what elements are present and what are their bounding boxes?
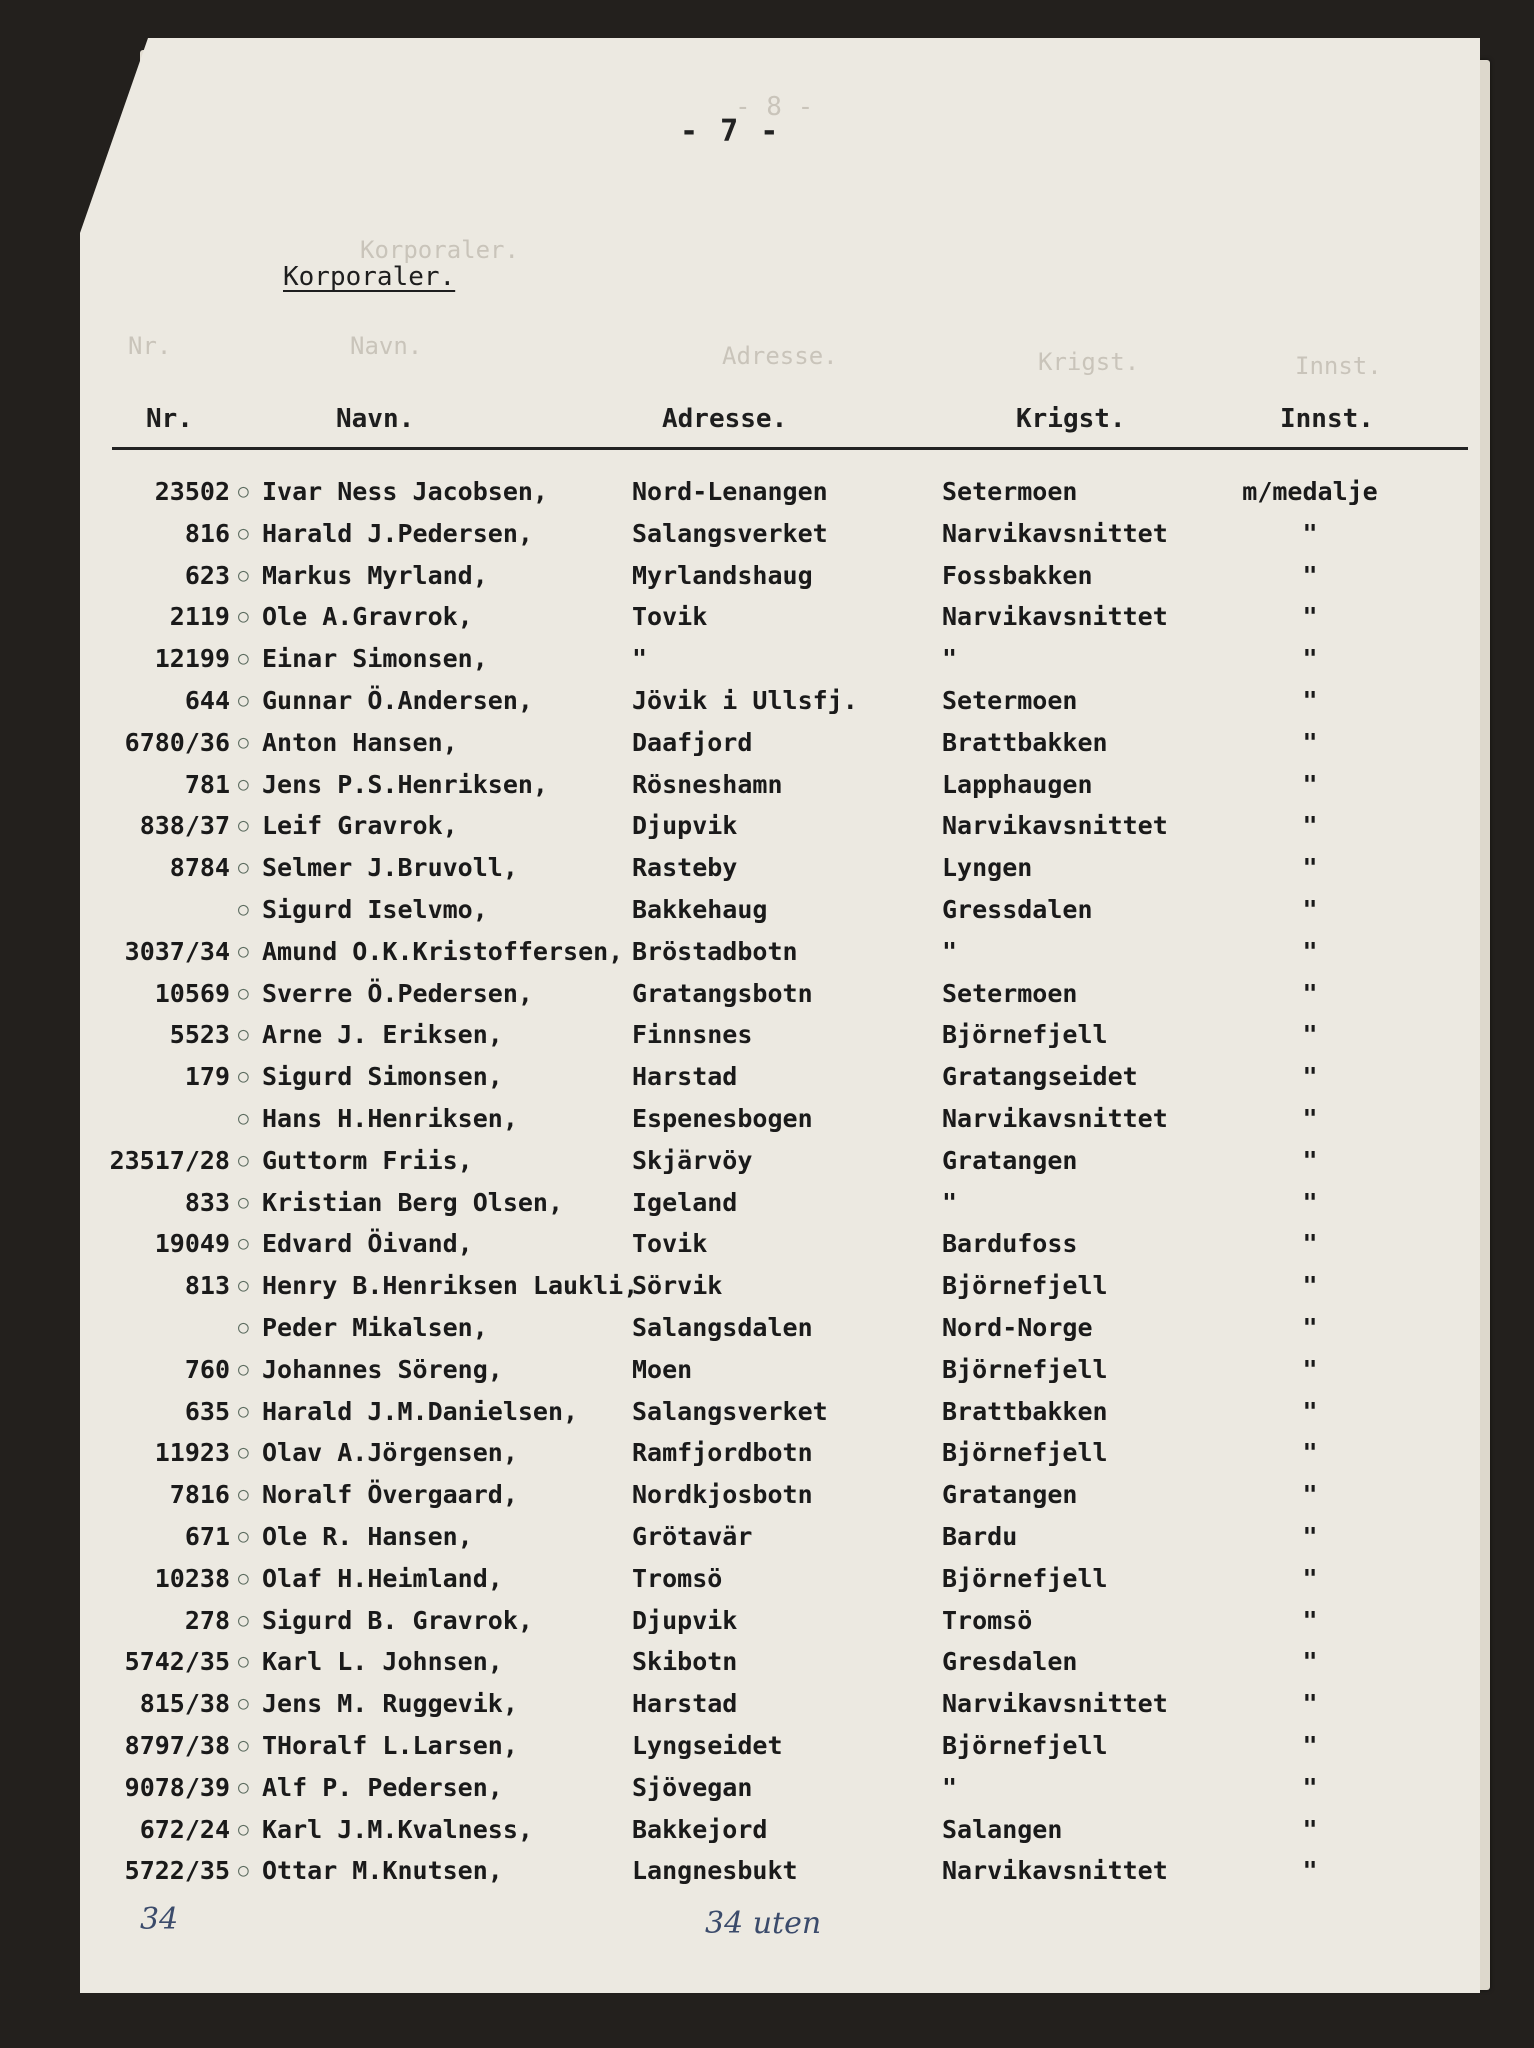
table-row (0, 1480, 1534, 1520)
cell-navn: Sigurd Simonsen, (262, 1062, 503, 1091)
check-mark-icon: ○ (238, 1442, 249, 1463)
table-row (0, 895, 1534, 935)
cell-navn: Karl L. Johnsen, (262, 1647, 503, 1676)
cell-adresse: Rasteby (632, 853, 738, 882)
cell-adresse: Salangsverket (632, 1397, 828, 1426)
cell-navn: Alf P. Pedersen, (262, 1773, 503, 1802)
check-mark-icon: ○ (238, 1568, 249, 1589)
cell-nr: 781 (184, 770, 230, 799)
cell-innst: " (1302, 1480, 1318, 1509)
ghost-header-nr: Nr. (128, 332, 172, 360)
cell-adresse: Daafjord (632, 728, 753, 757)
cell-krigst: Setermoen (942, 686, 1078, 715)
cell-adresse: Langnesbukt (632, 1856, 798, 1885)
cell-navn: Sigurd Iselvmo, (262, 895, 488, 924)
cell-krigst: Lyngen (942, 853, 1033, 882)
ghost-page-number: - 8 - (735, 92, 814, 122)
cell-adresse: Harstad (632, 1062, 738, 1091)
cell-adresse: Salangsdalen (632, 1313, 813, 1342)
check-mark-icon: ○ (238, 857, 249, 878)
column-header-krigst: Krigst. (1016, 404, 1126, 434)
table-row (0, 1062, 1534, 1102)
table-row (0, 1438, 1534, 1478)
cell-krigst: " (942, 1773, 958, 1802)
cell-adresse: Lyngseidet (632, 1731, 783, 1760)
check-mark-icon: ○ (238, 606, 249, 627)
cell-krigst: Narvikavsnittet (942, 519, 1168, 548)
cell-nr: 671 (184, 1522, 230, 1551)
cell-krigst: Salangen (942, 1815, 1063, 1844)
cell-krigst: Narvikavsnittet (942, 602, 1168, 631)
table-row (0, 1856, 1534, 1896)
table-row (0, 1564, 1534, 1604)
cell-innst: " (1302, 979, 1318, 1008)
cell-navn: Ole R. Hansen, (262, 1522, 473, 1551)
handwritten-note: 34 uten (705, 1906, 822, 1941)
ghost-header-navn: Navn. (350, 332, 423, 360)
check-mark-icon: ○ (238, 690, 249, 711)
cell-krigst: Narvikavsnittet (942, 811, 1168, 840)
cell-innst: " (1302, 1355, 1318, 1384)
column-header-innst: Innst. (1280, 404, 1374, 434)
cell-adresse: Djupvik (632, 811, 738, 840)
cell-nr: 23502 (154, 477, 230, 506)
cell-adresse: Harstad (632, 1689, 738, 1718)
section-heading: Korporaler. (283, 262, 456, 292)
cell-navn: Harald J.M.Danielsen, (262, 1397, 579, 1426)
cell-krigst: Brattbakken (942, 728, 1108, 757)
header-rule (112, 447, 1468, 450)
table-row (0, 1188, 1534, 1228)
cell-navn: Harald J.Pedersen, (262, 519, 533, 548)
cell-navn: Peder Mikalsen, (262, 1313, 488, 1342)
cell-innst: " (1302, 1229, 1318, 1258)
table-row (0, 1815, 1534, 1855)
table-row (0, 1773, 1534, 1813)
cell-navn: Selmer J.Bruvoll, (262, 853, 518, 882)
check-mark-icon: ○ (238, 523, 249, 544)
cell-krigst: Bardufoss (942, 1229, 1078, 1258)
cell-innst: " (1302, 1731, 1318, 1760)
cell-nr: 19049 (154, 1229, 230, 1258)
cell-navn: Noralf Övergaard, (262, 1480, 518, 1509)
cell-krigst: Björnefjell (942, 1271, 1108, 1300)
check-mark-icon: ○ (238, 1401, 249, 1422)
check-mark-icon: ○ (238, 1108, 249, 1129)
cell-innst: " (1302, 728, 1318, 757)
table-row (0, 811, 1534, 851)
cell-innst: " (1302, 602, 1318, 631)
cell-krigst: Gresdalen (942, 1647, 1078, 1676)
cell-nr: 10238 (154, 1564, 230, 1593)
cell-adresse: " (632, 644, 648, 673)
cell-innst: " (1302, 853, 1318, 882)
cell-adresse: Sjövegan (632, 1773, 753, 1802)
cell-krigst: Björnefjell (942, 1355, 1108, 1384)
cell-navn: Sverre Ö.Pedersen, (262, 979, 533, 1008)
cell-navn: Ivar Ness Jacobsen, (262, 477, 548, 506)
cell-adresse: Espenesbogen (632, 1104, 813, 1133)
cell-krigst: Fossbakken (942, 561, 1093, 590)
cell-navn: Jens P.S.Henriksen, (262, 770, 548, 799)
check-mark-icon: ○ (238, 1526, 249, 1547)
cell-krigst: Tromsö (942, 1606, 1033, 1635)
cell-nr: 760 (184, 1355, 230, 1384)
cell-innst: " (1302, 811, 1318, 840)
table-row (0, 561, 1534, 601)
table-row (0, 1689, 1534, 1729)
cell-adresse: Nord-Lenangen (632, 477, 828, 506)
ghost-header-krigst: Krigst. (1038, 348, 1140, 376)
cell-krigst: Narvikavsnittet (942, 1689, 1168, 1718)
cell-nr: 838/37 (139, 811, 230, 840)
cell-innst: " (1302, 1647, 1318, 1676)
cell-navn: Gunnar Ö.Andersen, (262, 686, 533, 715)
cell-innst: " (1302, 1564, 1318, 1593)
cell-adresse: Finnsnes (632, 1020, 753, 1049)
table-row (0, 1020, 1534, 1060)
cell-navn: Karl J.M.Kvalness, (262, 1815, 533, 1844)
check-mark-icon: ○ (238, 1693, 249, 1714)
check-mark-icon: ○ (238, 1359, 249, 1380)
cell-nr: 644 (184, 686, 230, 715)
page-number: - 7 - (680, 114, 781, 149)
cell-krigst: Gressdalen (942, 895, 1093, 924)
cell-nr: 623 (184, 561, 230, 590)
check-mark-icon: ○ (238, 481, 249, 502)
cell-innst: " (1302, 1397, 1318, 1426)
cell-krigst: " (942, 1188, 958, 1217)
ghost-heading: Korporaler. (360, 236, 519, 264)
cell-nr: 23517/28 (109, 1146, 230, 1175)
cell-adresse: Rösneshamn (632, 770, 783, 799)
cell-krigst: " (942, 937, 958, 966)
check-mark-icon: ○ (238, 1735, 249, 1756)
cell-krigst: " (942, 644, 958, 673)
cell-krigst: Gratangen (942, 1480, 1078, 1509)
cell-innst: " (1302, 686, 1318, 715)
cell-krigst: Björnefjell (942, 1731, 1108, 1760)
cell-krigst: Nord-Norge (942, 1313, 1093, 1342)
cell-nr: 10569 (154, 979, 230, 1008)
cell-innst: " (1302, 1104, 1318, 1133)
table-row (0, 1606, 1534, 1646)
check-mark-icon: ○ (238, 899, 249, 920)
cell-navn: Hans H.Henriksen, (262, 1104, 518, 1133)
cell-nr: 813 (184, 1271, 230, 1300)
cell-innst: " (1302, 1438, 1318, 1467)
table-row (0, 1355, 1534, 1395)
cell-nr: 5523 (169, 1020, 230, 1049)
cell-nr: 179 (184, 1062, 230, 1091)
cell-adresse: Grötavär (632, 1522, 753, 1551)
cell-adresse: Tovik (632, 1229, 708, 1258)
cell-adresse: Myrlandshaug (632, 561, 813, 590)
cell-innst: " (1302, 1313, 1318, 1342)
cell-innst: " (1302, 937, 1318, 966)
cell-krigst: Lapphaugen (942, 770, 1093, 799)
cell-innst: " (1302, 1606, 1318, 1635)
check-mark-icon: ○ (238, 1610, 249, 1631)
cell-nr: 5722/35 (124, 1856, 230, 1885)
cell-krigst: Gratangseidet (942, 1062, 1138, 1091)
cell-innst: " (1302, 1856, 1318, 1885)
cell-navn: Anton Hansen, (262, 728, 458, 757)
table-row (0, 477, 1534, 517)
cell-adresse: Salangsverket (632, 519, 828, 548)
cell-adresse: Skibotn (632, 1647, 738, 1676)
cell-navn: THoralf L.Larsen, (262, 1731, 518, 1760)
cell-innst: " (1302, 519, 1318, 548)
cell-innst: " (1302, 1271, 1318, 1300)
table-row (0, 1271, 1534, 1311)
cell-nr: 816 (184, 519, 230, 548)
cell-navn: Leif Gravrok, (262, 811, 458, 840)
table-row (0, 1647, 1534, 1687)
check-mark-icon: ○ (238, 1275, 249, 1296)
cell-navn: Henry B.Henriksen Laukli, (262, 1271, 639, 1300)
cell-navn: Sigurd B. Gravrok, (262, 1606, 533, 1635)
cell-krigst: Björnefjell (942, 1438, 1108, 1467)
table-row (0, 979, 1534, 1019)
check-mark-icon: ○ (238, 774, 249, 795)
check-mark-icon: ○ (238, 1150, 249, 1171)
cell-nr: 7816 (169, 1480, 230, 1509)
cell-krigst: Bardu (942, 1522, 1018, 1551)
cell-krigst: Björnefjell (942, 1564, 1108, 1593)
cell-adresse: Bakkehaug (632, 895, 768, 924)
cell-nr: 2119 (169, 602, 230, 631)
cell-nr: 3037/34 (124, 937, 230, 966)
table-row (0, 1731, 1534, 1771)
handwritten-count: 34 (140, 1902, 179, 1937)
cell-nr: 5742/35 (124, 1647, 230, 1676)
table-row (0, 602, 1534, 642)
cell-innst: " (1302, 1815, 1318, 1844)
check-mark-icon: ○ (238, 941, 249, 962)
cell-nr: 635 (184, 1397, 230, 1426)
table-row (0, 1313, 1534, 1353)
column-header-adresse: Adresse. (662, 404, 788, 434)
cell-navn: Arne J. Eriksen, (262, 1020, 503, 1049)
check-mark-icon: ○ (238, 1317, 249, 1338)
cell-nr: 672/24 (139, 1815, 230, 1844)
table-row (0, 770, 1534, 810)
check-mark-icon: ○ (238, 1233, 249, 1254)
table-row (0, 1397, 1534, 1437)
cell-krigst: Narvikavsnittet (942, 1856, 1168, 1885)
cell-adresse: Tovik (632, 602, 708, 631)
table-row (0, 853, 1534, 893)
cell-innst: " (1302, 1689, 1318, 1718)
check-mark-icon: ○ (238, 565, 249, 586)
cell-navn: Jens M. Ruggevik, (262, 1689, 518, 1718)
cell-adresse: Ramfjordbotn (632, 1438, 813, 1467)
cell-adresse: Igeland (632, 1188, 738, 1217)
column-header-navn: Navn. (336, 404, 415, 434)
check-mark-icon: ○ (238, 1024, 249, 1045)
table-row (0, 519, 1534, 559)
cell-navn: Ole A.Gravrok, (262, 602, 473, 631)
cell-navn: Einar Simonsen, (262, 644, 488, 673)
cell-innst: " (1302, 1062, 1318, 1091)
cell-adresse: Bakkejord (632, 1815, 768, 1844)
cell-navn: Johannes Söreng, (262, 1355, 503, 1384)
cell-adresse: Bröstadbotn (632, 937, 798, 966)
cell-krigst: Narvikavsnittet (942, 1104, 1168, 1133)
cell-nr: 278 (184, 1606, 230, 1635)
cell-navn: Olaf H.Heimland, (262, 1564, 503, 1593)
check-mark-icon: ○ (238, 1484, 249, 1505)
cell-innst: " (1302, 1188, 1318, 1217)
table-row (0, 1229, 1534, 1269)
cell-innst: " (1302, 561, 1318, 590)
check-mark-icon: ○ (238, 1777, 249, 1798)
ghost-header-innst: Innst. (1295, 352, 1382, 380)
cell-adresse: Moen (632, 1355, 693, 1384)
cell-nr: 6780/36 (124, 728, 230, 757)
table-row (0, 937, 1534, 977)
cell-navn: Ottar M.Knutsen, (262, 1856, 503, 1885)
cell-adresse: Jövik i Ullsfj. (632, 686, 858, 715)
cell-adresse: Tromsö (632, 1564, 723, 1593)
cell-krigst: Brattbakken (942, 1397, 1108, 1426)
cell-navn: Markus Myrland, (262, 561, 488, 590)
cell-nr: 9078/39 (124, 1773, 230, 1802)
cell-innst: " (1302, 1522, 1318, 1551)
cell-navn: Amund O.K.Kristoffersen, (262, 937, 624, 966)
cell-innst: " (1302, 1146, 1318, 1175)
cell-innst: m/medalje (1242, 477, 1378, 506)
check-mark-icon: ○ (238, 732, 249, 753)
column-header-nr: Nr. (146, 404, 193, 434)
ghost-header-adresse: Adresse. (722, 342, 838, 370)
cell-krigst: Setermoen (942, 477, 1078, 506)
cell-nr: 12199 (154, 644, 230, 673)
table-row (0, 728, 1534, 768)
cell-nr: 833 (184, 1188, 230, 1217)
table-row (0, 1522, 1534, 1562)
cell-nr: 8784 (169, 853, 230, 882)
check-mark-icon: ○ (238, 1192, 249, 1213)
cell-nr: 815/38 (139, 1689, 230, 1718)
table-row (0, 644, 1534, 684)
cell-innst: " (1302, 1020, 1318, 1049)
cell-adresse: Sörvik (632, 1271, 723, 1300)
cell-navn: Kristian Berg Olsen, (262, 1188, 564, 1217)
check-mark-icon: ○ (238, 815, 249, 836)
check-mark-icon: ○ (238, 648, 249, 669)
check-mark-icon: ○ (238, 1860, 249, 1881)
table-row (0, 686, 1534, 726)
cell-adresse: Skjärvöy (632, 1146, 753, 1175)
cell-krigst: Setermoen (942, 979, 1078, 1008)
cell-adresse: Nordkjosbotn (632, 1480, 813, 1509)
table-row (0, 1146, 1534, 1186)
cell-navn: Edvard Öivand, (262, 1229, 473, 1258)
cell-innst: " (1302, 770, 1318, 799)
cell-navn: Olav A.Jörgensen, (262, 1438, 518, 1467)
cell-adresse: Djupvik (632, 1606, 738, 1635)
cell-innst: " (1302, 644, 1318, 673)
cell-navn: Guttorm Friis, (262, 1146, 473, 1175)
cell-nr: 11923 (154, 1438, 230, 1467)
cell-adresse: Gratangsbotn (632, 979, 813, 1008)
check-mark-icon: ○ (238, 983, 249, 1004)
cell-nr: 8797/38 (124, 1731, 230, 1760)
cell-krigst: Gratangen (942, 1146, 1078, 1175)
check-mark-icon: ○ (238, 1819, 249, 1840)
cell-innst: " (1302, 895, 1318, 924)
cell-innst: " (1302, 1773, 1318, 1802)
cell-krigst: Björnefjell (942, 1020, 1108, 1049)
table-row (0, 1104, 1534, 1144)
check-mark-icon: ○ (238, 1066, 249, 1087)
check-mark-icon: ○ (238, 1651, 249, 1672)
